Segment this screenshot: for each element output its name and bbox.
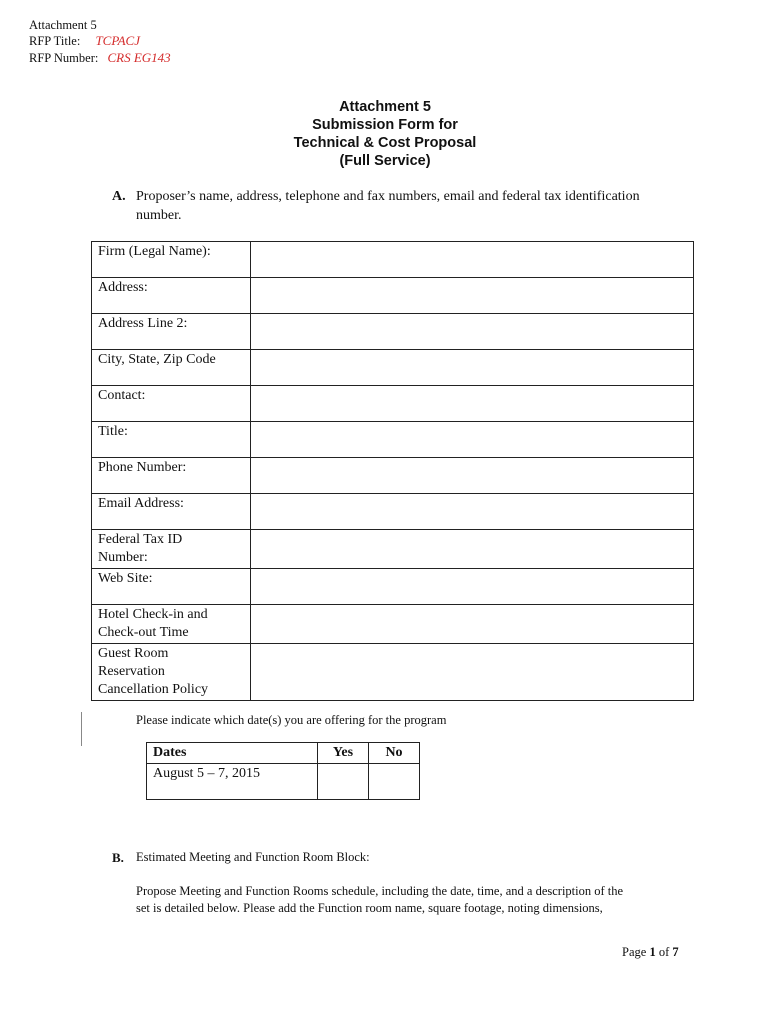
title-label: Title:: [92, 422, 251, 458]
table-row: [92, 242, 694, 278]
check-in-out-label: [92, 605, 251, 644]
check-in-out-label-line-2: Check-out Time: [98, 625, 189, 640]
federal-tax-id-label-line-1: Federal Tax ID: [98, 532, 183, 547]
section-b-paragraph: [136, 883, 696, 917]
dates-header-row: [147, 743, 420, 764]
yes-header: Yes: [318, 743, 369, 764]
contact-label: Contact:: [92, 386, 251, 422]
firm-info-table: [91, 241, 694, 701]
date-cell: August 5 – 7, 2015: [147, 764, 318, 800]
revision-bar: [81, 712, 82, 746]
cancellation-policy-label-line-3: Cancellation Policy: [98, 682, 209, 697]
address-label: Address:: [92, 278, 251, 314]
section-a-text-line-1: Proposer’s name, address, telephone and fax numbers, email and federal tax identification: [136, 189, 640, 204]
title-line-2: Submission Form for: [312, 117, 458, 133]
cancellation-policy-label: [92, 644, 251, 701]
web-site-label: Web Site:: [92, 569, 251, 605]
title-line-3: Technical & Cost Proposal: [293, 135, 477, 151]
email-address-field[interactable]: [251, 494, 694, 530]
table-row: [92, 278, 694, 314]
web-site-field[interactable]: [251, 569, 694, 605]
form-title: [0, 98, 770, 170]
section-b-letter: B.: [112, 850, 124, 865]
phone-number-field[interactable]: [251, 458, 694, 494]
rfp-title-label: RFP Title:: [29, 34, 81, 48]
cancellation-policy-label-line-1: Guest Room: [98, 646, 169, 661]
table-row: [92, 314, 694, 350]
table-row: [92, 530, 694, 569]
table-row: [92, 386, 694, 422]
dates-header: Dates: [147, 743, 318, 764]
section-b-paragraph-line-1: Propose Meeting and Function Rooms schedule, including the date, time, and a description of the: [136, 884, 624, 898]
table-row: [92, 422, 694, 458]
table-row: [147, 764, 420, 800]
firm-name-field[interactable]: [251, 242, 694, 278]
table-row: [92, 605, 694, 644]
dates-table: [146, 742, 420, 800]
table-row: [92, 458, 694, 494]
rfp-number-value: CRS EG143: [107, 50, 171, 65]
title-line-1: Attachment 5: [339, 99, 431, 115]
city-state-zip-field[interactable]: [251, 350, 694, 386]
section-a: [112, 188, 692, 225]
title-line-4: (Full Service): [339, 153, 431, 169]
of-word: of: [658, 945, 670, 959]
address-line-2-label: Address Line 2:: [92, 314, 251, 350]
section-a-letter: A.: [112, 189, 126, 204]
city-state-zip-label: City, State, Zip Code: [92, 350, 251, 386]
section-a-text: [136, 188, 692, 225]
contact-field[interactable]: [251, 386, 694, 422]
check-in-out-field[interactable]: [251, 605, 694, 644]
page-footer: [622, 945, 679, 960]
rfp-number-label: RFP Number:: [29, 51, 99, 65]
rfp-title-line: [29, 33, 140, 49]
page-current: 1: [649, 945, 656, 959]
no-cell[interactable]: [369, 764, 420, 800]
page-total: 7: [672, 945, 679, 959]
attachment-label: Attachment 5: [29, 18, 97, 32]
page-word: Page: [622, 945, 647, 959]
rfp-title-value: TCPACJ: [95, 33, 140, 48]
table-row: [92, 494, 694, 530]
cancellation-policy-field[interactable]: [251, 644, 694, 701]
dates-prompt: Please indicate which date(s) you are offering for the program: [136, 713, 447, 727]
no-header: No: [369, 743, 420, 764]
address-field[interactable]: [251, 278, 694, 314]
federal-tax-id-label: [92, 530, 251, 569]
table-row: [92, 644, 694, 701]
section-b: [112, 850, 370, 866]
section-a-text-line-2: number.: [136, 207, 182, 223]
yes-cell[interactable]: [318, 764, 369, 800]
firm-name-label: Firm (Legal Name):: [92, 242, 251, 278]
check-in-out-label-line-1: Hotel Check-in and: [98, 607, 208, 622]
table-row: [92, 350, 694, 386]
federal-tax-id-field[interactable]: [251, 530, 694, 569]
federal-tax-id-label-line-2: Number:: [98, 550, 148, 565]
table-row: [92, 569, 694, 605]
address-line-2-field[interactable]: [251, 314, 694, 350]
title-field[interactable]: [251, 422, 694, 458]
cancellation-policy-label-line-2: Reservation: [98, 664, 165, 679]
phone-number-label: Phone Number:: [92, 458, 251, 494]
email-address-label: Email Address:: [92, 494, 251, 530]
rfp-number-line: [29, 50, 171, 66]
section-b-paragraph-line-2: set is detailed below. Please add the Function room name, square footage, noting dimensions,: [136, 901, 603, 915]
section-b-heading: Estimated Meeting and Function Room Block:: [136, 850, 370, 864]
